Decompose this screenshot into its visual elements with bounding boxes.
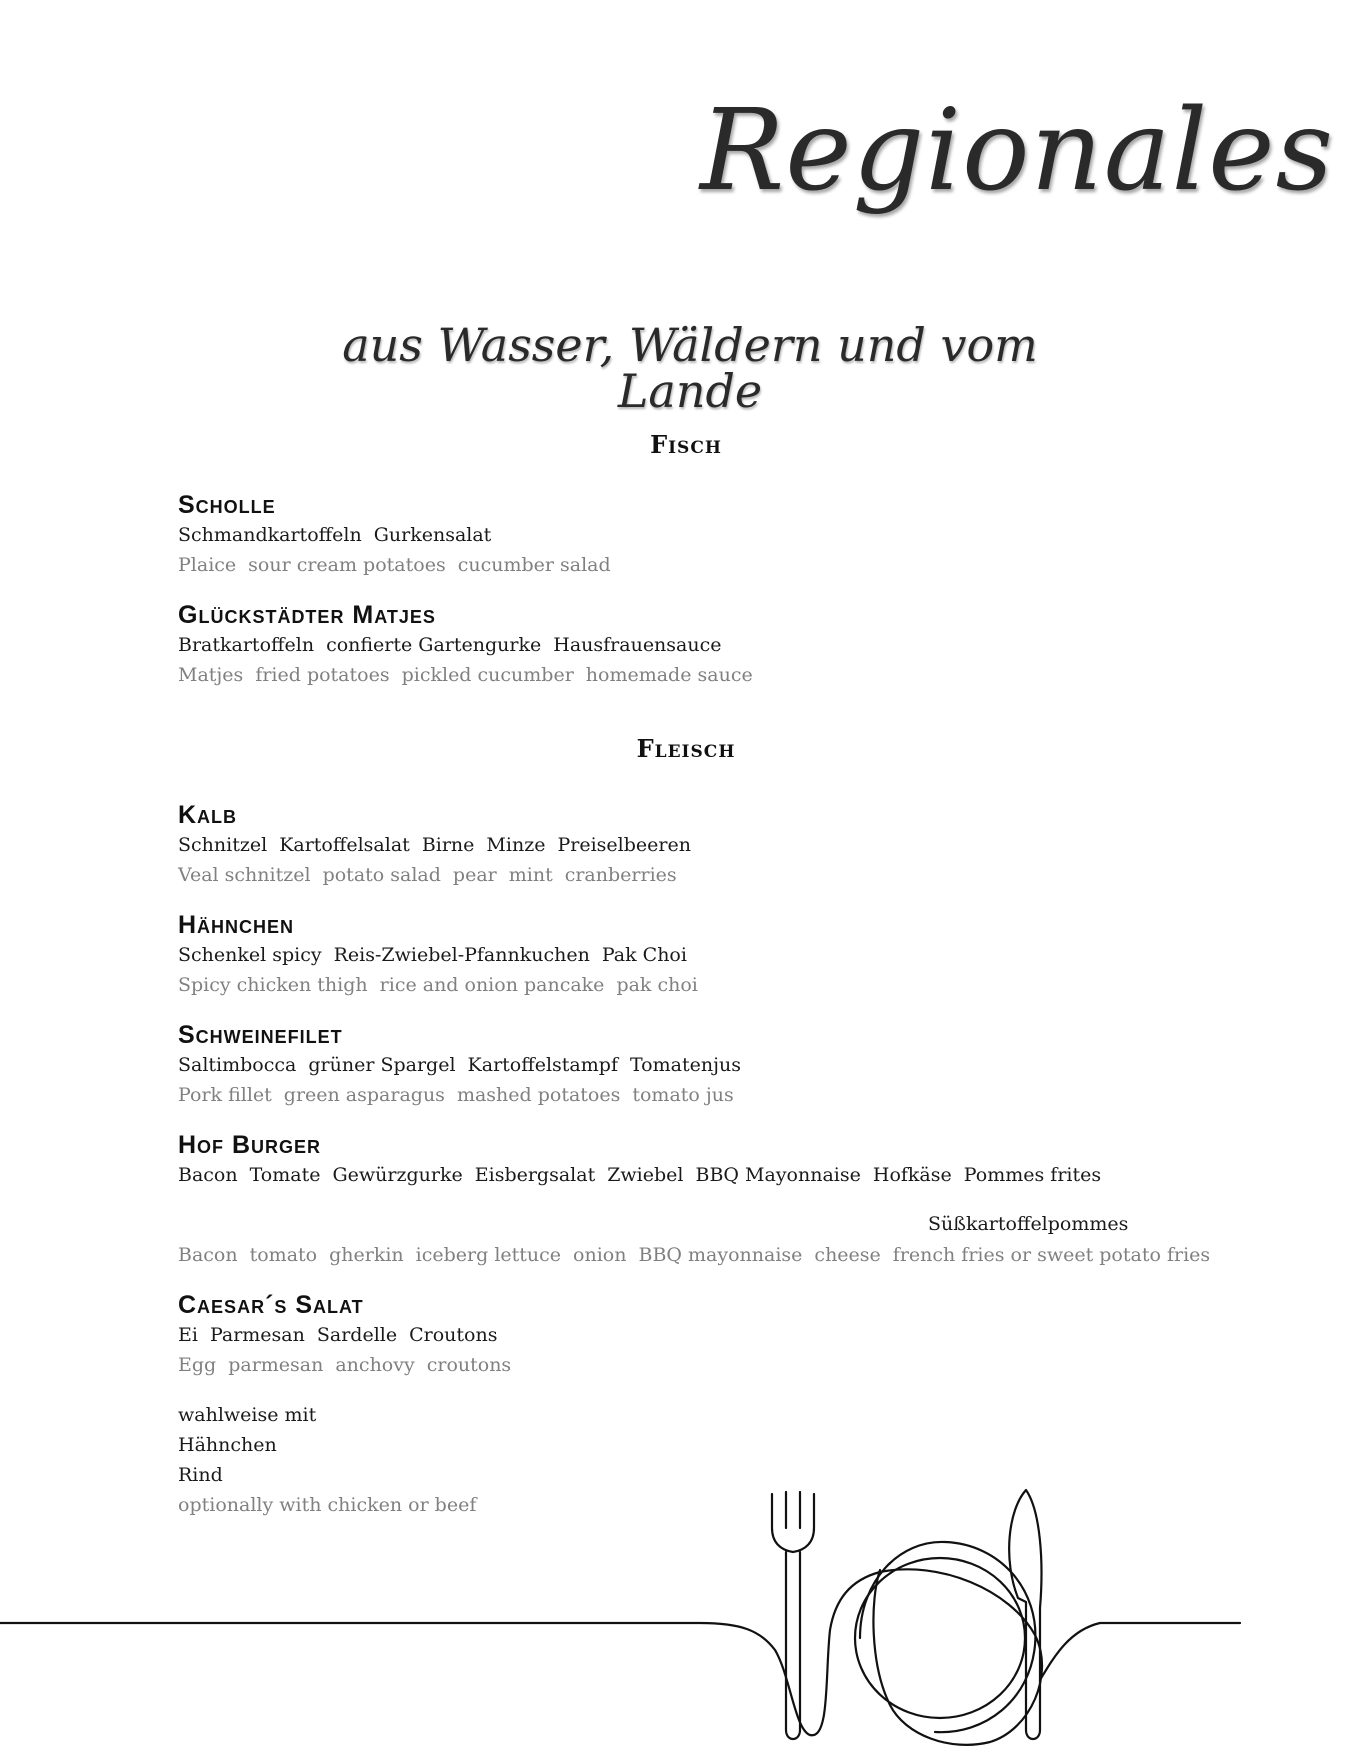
dish-name: Kalb — [178, 801, 238, 829]
dish-description-de: Schmandkartoffeln Gurkensalat — [178, 524, 492, 546]
dish-name: Scholle — [178, 491, 276, 519]
dish-description-de: Ei Parmesan Sardelle Croutons — [178, 1324, 498, 1346]
dish-name: Hähnchen — [178, 911, 295, 939]
dish-scholle — [178, 490, 1178, 580]
options-intro: wahlweise mit — [178, 1404, 317, 1426]
menu-subtitle: aus Wasser, Wäldern und vom Lande — [342, 318, 1038, 418]
dish-description-de: Schenkel spicy Reis-Zwiebel-Pfannkuchen Pak Choi — [178, 944, 687, 966]
baseline-line — [0, 1569, 1042, 1745]
dish-hof-burger — [178, 1130, 1178, 1190]
dish-haehnchen — [178, 910, 1178, 1000]
menu-title: Regionales — [700, 86, 1335, 216]
knife-icon — [1009, 1490, 1041, 1739]
section-heading-fisch: Fisch — [650, 430, 722, 459]
dish-description-en: Bacon tomato gherkin iceberg lettuce onion BBQ mayonnaise cheese french fries or sweet potato fries — [178, 1244, 1211, 1266]
section-heading-fleisch: Fleisch — [636, 734, 736, 763]
dish-name: Caesar´s Salat — [178, 1291, 364, 1319]
dish-name: Schweinefilet — [178, 1021, 343, 1049]
dish-kalb — [178, 800, 1178, 890]
plate-cutlery-line-art — [0, 1480, 1240, 1754]
dish-description-en: Pork fillet green asparagus mashed potatoes tomato jus — [178, 1084, 734, 1106]
option-chicken: Hähnchen — [178, 1434, 277, 1456]
dish-description-en: Matjes fried potatoes pickled cucumber homemade sauce — [178, 664, 753, 686]
option-beef: Rind — [178, 1464, 223, 1486]
dish-schweinefilet — [178, 1020, 1178, 1110]
dish-hof-burger-en — [178, 1240, 1211, 1270]
dish-description-en: Egg parmesan anchovy croutons — [178, 1354, 512, 1376]
dish-caesar-salat — [178, 1290, 1178, 1380]
dish-description-de: Saltimbocca grüner Spargel Kartoffelstampf Tomatenjus — [178, 1054, 741, 1076]
dish-matjes — [178, 600, 1178, 690]
dish-name: Glückstädter Matjes — [178, 601, 436, 629]
dish-description-en: Veal schnitzel potato salad pear mint cranberries — [178, 864, 677, 886]
dish-description-de: Schnitzel Kartoffelsalat Birne Minze Preiselbeeren — [178, 834, 691, 856]
plate-icon — [855, 1558, 1025, 1718]
dish-description-de: Bratkartoffeln confierte Gartengurke Hausfrauensauce — [178, 634, 722, 656]
dish-description-en: Spicy chicken thigh rice and onion pancake pak choi — [178, 974, 698, 996]
dish-description-en: Plaice sour cream potatoes cucumber salad — [178, 554, 611, 576]
trailing-line — [1040, 1623, 1240, 1680]
dish-name: Hof Burger — [178, 1131, 322, 1159]
dish-extra-option: Süßkartoffelpommes — [928, 1213, 1129, 1235]
options-english: optionally with chicken or beef — [178, 1494, 477, 1516]
dish-description-de: Bacon Tomate Gewürzgurke Eisbergsalat Zwiebel BBQ Mayonnaise Hofkäse Pommes frites — [178, 1164, 1102, 1186]
